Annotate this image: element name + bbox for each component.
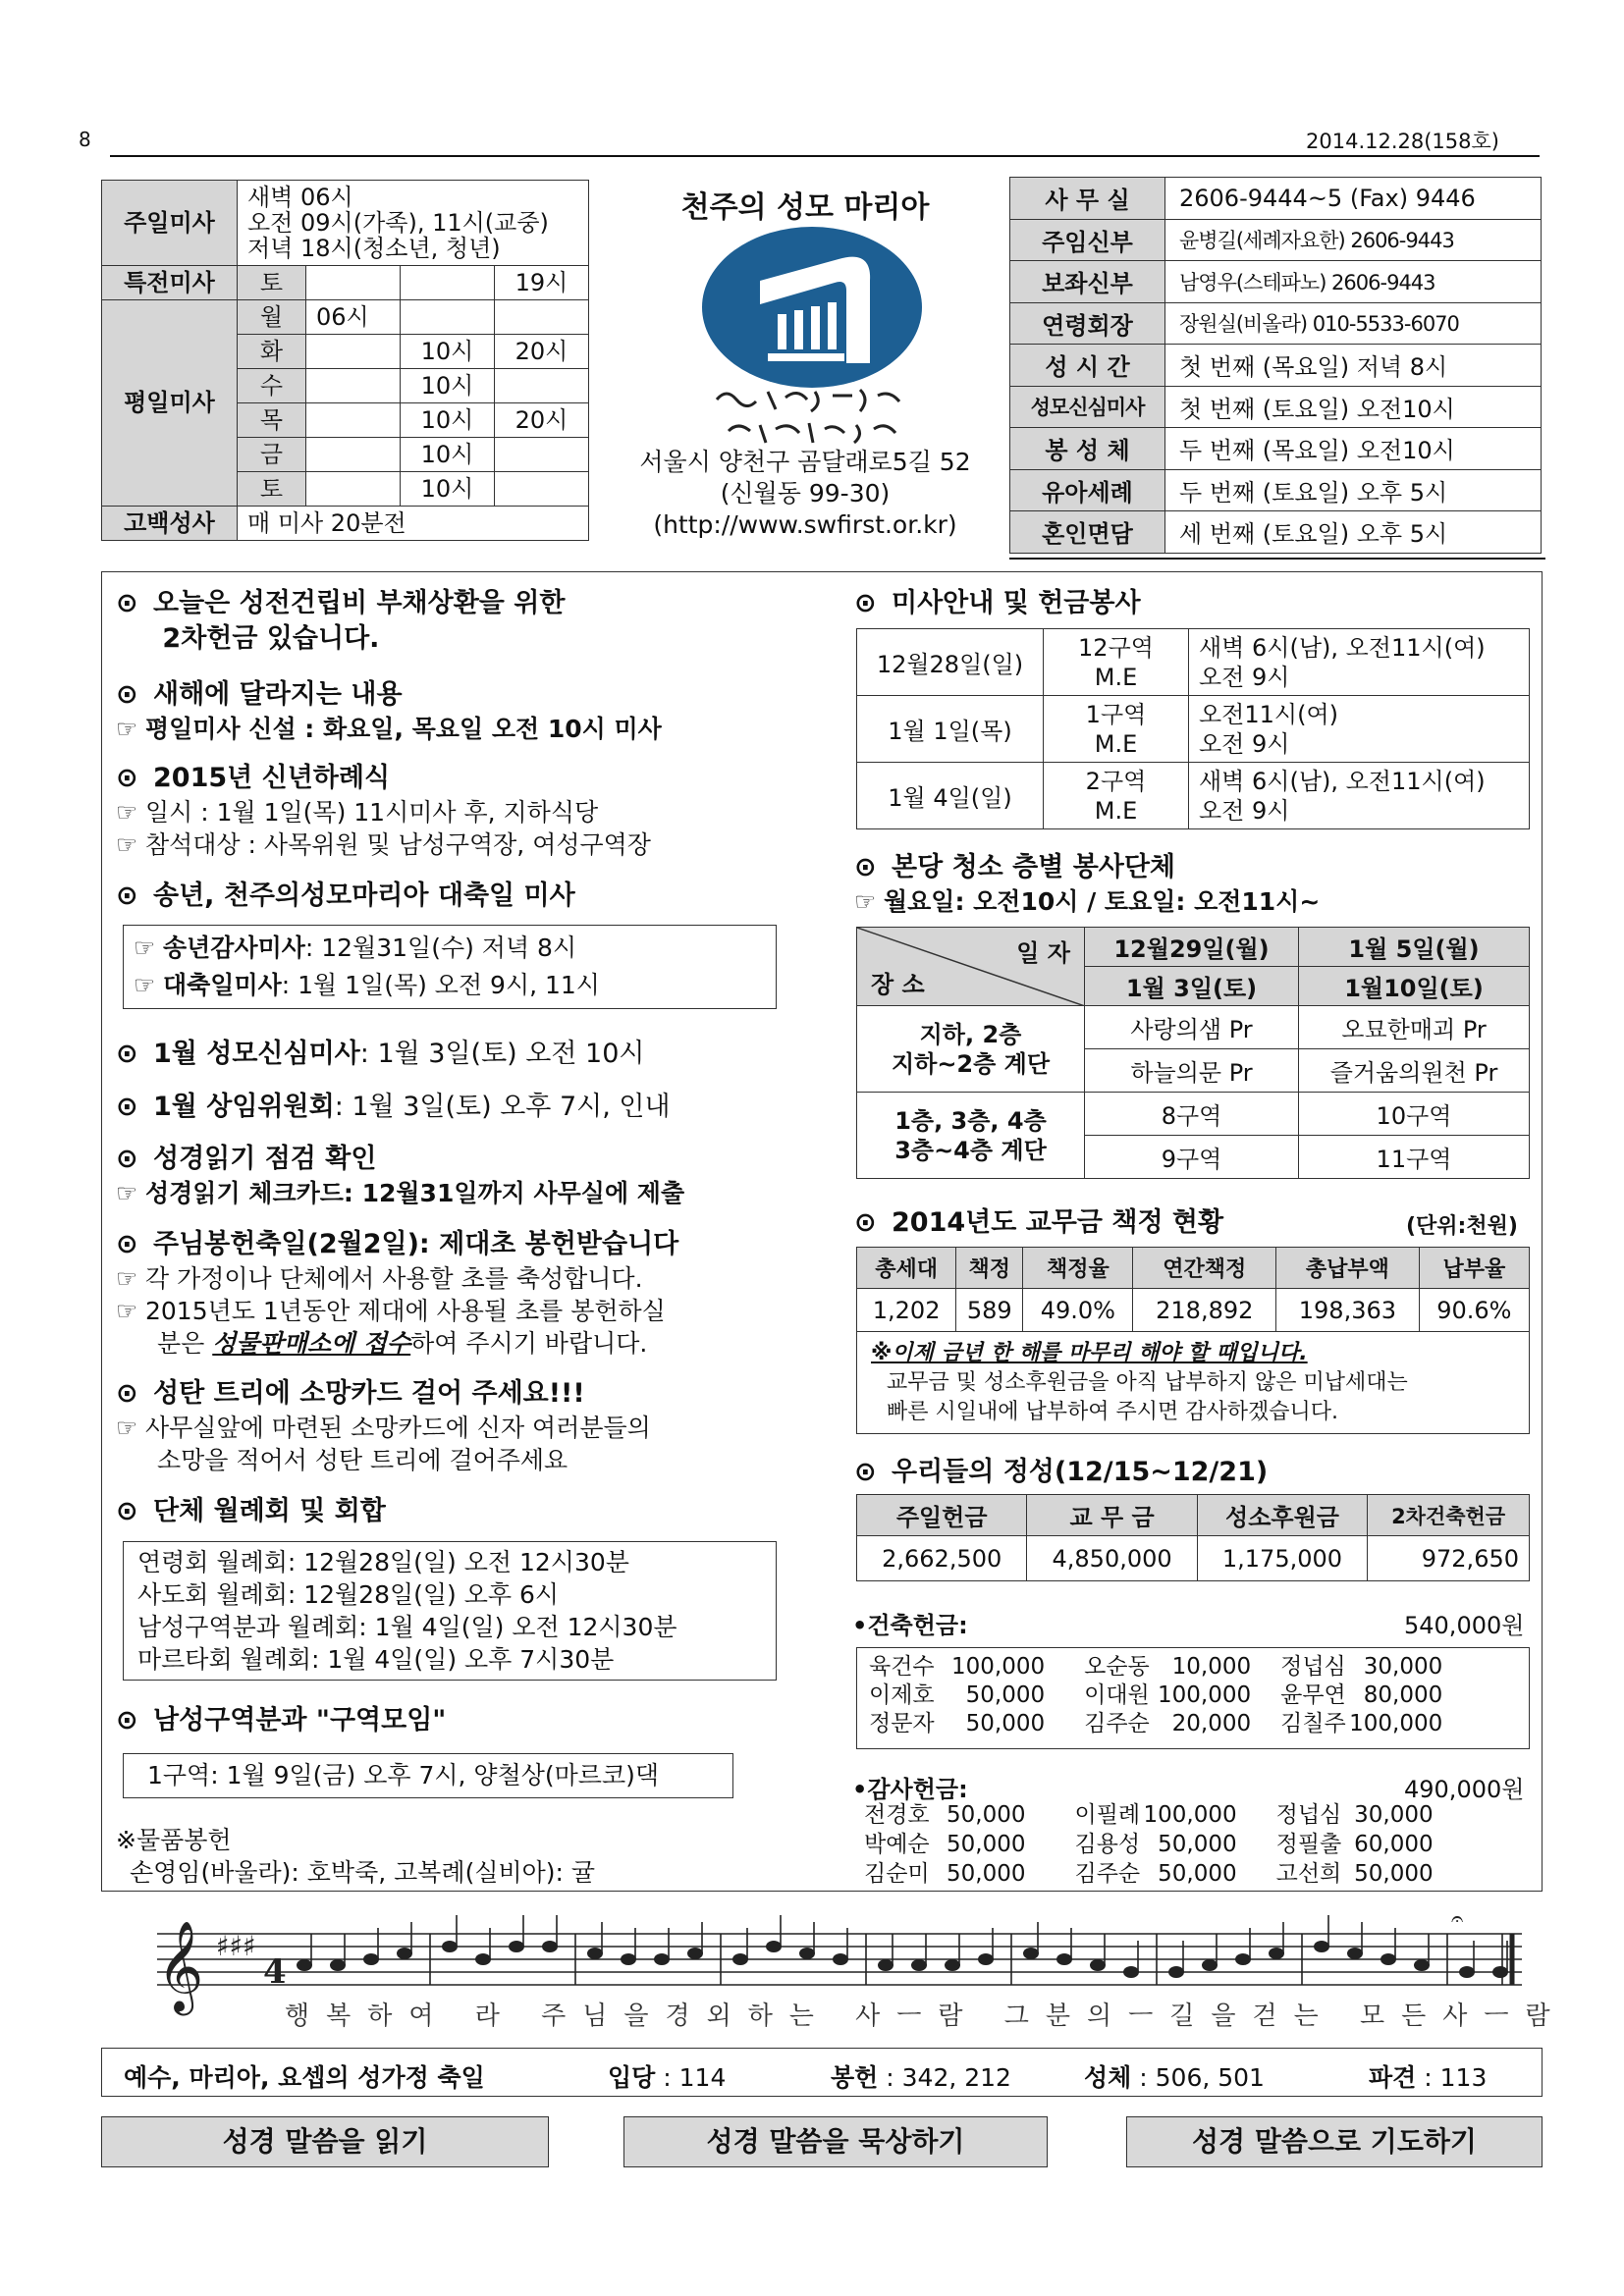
announcement-zone-meeting: ⊙ 남성구역분과 "구역모임" bbox=[116, 1703, 446, 1738]
note-head bbox=[732, 1953, 748, 1965]
pray-bible-button[interactable]: 성경 말씀으로 기도하기 bbox=[1126, 2116, 1543, 2167]
goods-offering: ※물품봉헌 손영임(바울라): 호박죽, 고복례(실비아): 귤 bbox=[116, 1826, 596, 1887]
building-offering-total: 540,000원 bbox=[1404, 1612, 1525, 1639]
note-head bbox=[1023, 1948, 1039, 1959]
announcement-new-year-changes: ⊙ 새해에 달라지는 내용 ☞ 평일미사 신설 : 화요일, 목요일 오전 10시 미사 bbox=[116, 679, 662, 743]
note-head bbox=[475, 1953, 491, 1965]
note-head bbox=[397, 1948, 412, 1959]
bullet-icon: ⊙ bbox=[116, 1496, 138, 1526]
bullet-icon: ⊙ bbox=[116, 1705, 138, 1735]
confession-text: 매 미사 20분전 bbox=[238, 507, 589, 541]
note-head bbox=[1202, 1959, 1218, 1971]
bullet-icon: ⊙ bbox=[116, 1378, 138, 1409]
bullet-icon: ⊙ bbox=[854, 852, 877, 882]
note-head bbox=[1269, 1948, 1284, 1959]
bullet-icon: ⊙ bbox=[116, 1229, 138, 1259]
issue-date: 2014.12.28(158호) bbox=[1306, 130, 1499, 153]
note-head bbox=[1380, 1953, 1396, 1965]
note-head bbox=[587, 1948, 603, 1959]
tithe-unit: (단위:천원) bbox=[1406, 1214, 1518, 1239]
announcement-candle-offering: ⊙ 주님봉헌축일(2월2일): 제대초 봉헌받습니다 ☞ 각 가정이나 단체에서 사용할 초를 축성합니다. ☞ 2015년도 1년동안 제대에 사용될 초를 봉헌하실 분은 성물판매소에 접수하여 주시기 바랍니다. bbox=[116, 1229, 679, 1358]
note-head bbox=[911, 1959, 927, 1971]
note-head bbox=[687, 1948, 703, 1959]
church-signature-icon bbox=[677, 378, 943, 456]
anticipated-time: 19시 bbox=[495, 266, 589, 300]
note-head bbox=[1123, 1966, 1139, 1978]
pointing-hand-icon: ☞ bbox=[134, 934, 156, 962]
svg-text:𝄐: 𝄐 bbox=[1451, 1914, 1464, 1932]
mass-schedule-table: 주일미사 새벽 06시 오전 09시(가족), 11시(교중) 저녁 18시(청소년, 청년) 특전미사 토 19시 평일미사 월 06시 화 10시 20시 수 10시 목 10시 20시 금 10시 토 10시 고백성사 매 미사 20분전 bbox=[101, 180, 589, 541]
announcement-marian-mass: ⊙ 1월 성모신심미사: 1월 3일(토) 오전 10시 bbox=[116, 1037, 644, 1072]
building-offering-label: •건축헌금: bbox=[852, 1612, 968, 1639]
note-head bbox=[1090, 1959, 1106, 1971]
bullet-icon: ⊙ bbox=[854, 1457, 877, 1487]
announcement-group-meetings: ⊙ 단체 월례회 및 회합 bbox=[116, 1494, 386, 1529]
header-rule bbox=[110, 155, 1540, 157]
pointing-hand-icon: ☞ bbox=[116, 1297, 138, 1325]
confession-label: 고백성사 bbox=[102, 507, 238, 541]
note-head bbox=[1168, 1966, 1184, 1978]
tithe-table: 총세대 책정 책정율 연간책정 총납부액 납부율 1,202 589 49.0% 218,892 198,363 90.6% ※이제 금년 한 해를 마무리 해야 할 때입니다. 교무금 및 성소후원금을 아직 납부하지 않은 미납세대는 빠른 시일내에 납부하여 주시면 감사하겠습니다. bbox=[856, 1247, 1530, 1434]
pointing-hand-icon: ☞ bbox=[116, 1264, 138, 1293]
mass-guide-table: 12월28일(일) 12구역 M.E 새벽 6시(남), 오전11시(여) 오전 9시 1월 1일(목) 1구역 M.E 오전11시(여) 오전 9시 1월 4일(일) 2구역 M.E 새벽 6시(남), 오전11시(여) 오전 9시 bbox=[856, 628, 1530, 829]
note-head bbox=[1347, 1948, 1363, 1959]
note-head bbox=[1314, 1941, 1329, 1952]
note-head bbox=[1492, 1966, 1508, 1978]
note-head bbox=[297, 1959, 312, 1971]
note-head bbox=[1459, 1966, 1475, 1978]
bullet-icon: ⊙ bbox=[854, 588, 877, 618]
announcement-standing-committee: ⊙ 1월 상임위원회: 1월 3일(토) 오후 7시, 인내 bbox=[116, 1090, 671, 1125]
group-meetings-box: 연령회 월례회: 12월28일(일) 오전 12시30분 사도회 월례회: 12월28일(일) 오후 6시 남성구역분과 월례회: 1월 4일(일) 오전 12시30분 마르타회 월례회: 1월 4일(일) 오후 7시30분 bbox=[123, 1541, 777, 1681]
pointing-hand-icon: ☞ bbox=[116, 1179, 138, 1207]
pointing-hand-icon: ☞ bbox=[116, 1414, 138, 1442]
bullet-icon: ⊙ bbox=[854, 1207, 877, 1238]
note-head bbox=[1056, 1953, 1072, 1965]
bullet-icon: ⊙ bbox=[116, 1092, 138, 1122]
announcement-year-end-mass: ⊙ 송년, 천주의성모마리아 대축일 미사 bbox=[116, 879, 575, 914]
announcement-wish-card: ⊙ 성탄 트리에 소망카드 걸어 주세요!!! ☞ 사무실앞에 마련된 소망카드에 신자 여러분들의 소망을 적어서 성탄 트리에 걸어주세요 bbox=[116, 1378, 651, 1474]
offering-table: 주일헌금 교 무 금 성소후원금 2차건축헌금 2,662,500 4,850,000 1,175,000 972,650 bbox=[856, 1494, 1530, 1581]
office-rule bbox=[1009, 558, 1545, 560]
note-head bbox=[1414, 1959, 1430, 1971]
year-end-mass-box: ☞ 송년감사미사: 12월31일(수) 저녁 8시 ☞ 대축일미사: 1월 1일(목) 오전 9시, 11시 bbox=[123, 925, 777, 1009]
note-head bbox=[766, 1941, 782, 1952]
svg-text:𝄞: 𝄞 bbox=[157, 1920, 204, 2011]
thanks-offering-label: •감사헌금: bbox=[852, 1776, 968, 1803]
note-head bbox=[509, 1941, 524, 1952]
office-info-table: 사 무 실 2606-9444~5 (Fax) 9446 주임신부 윤병길(세례자요한) 2606-9443 보좌신부 남영우(스테파노) 2606-9443 연령회장 장원실(비올라) 010-5533-6070 성 시 간 첫 번째 (목요일) 저녁 8시 성모신심미사 첫 번째 (토요일) 오전10시 봉 성 체 두 번째 (목요일) 오전10시 유아세례 두 번째 (토요일) 오후 5시 혼인면담 세 번째 (토요일) 오후 5시 bbox=[1009, 177, 1542, 554]
note-head bbox=[1235, 1953, 1251, 1965]
pointing-hand-icon: ☞ bbox=[854, 887, 877, 916]
note-head bbox=[654, 1953, 670, 1965]
note-head bbox=[542, 1941, 558, 1952]
pointing-hand-icon: ☞ bbox=[116, 715, 138, 743]
bullet-icon: ⊙ bbox=[116, 588, 138, 618]
bullet-icon: ⊙ bbox=[116, 1144, 138, 1174]
bullet-icon: ⊙ bbox=[116, 679, 138, 710]
church-website-link[interactable]: (http://www.swfirst.or.kr) bbox=[653, 510, 957, 539]
note-head bbox=[621, 1953, 636, 1965]
mass-guide-title: ⊙ 미사안내 및 헌금봉사 bbox=[854, 586, 1141, 621]
note-head bbox=[878, 1959, 893, 1971]
announcement-new-year-ceremony: ⊙ 2015년 신년하례식 ☞ 일시 : 1월 1일(목) 11시미사 후, 지하식당 ☞ 참석대상 : 사목위원 및 남성구역장, 여성구역장 bbox=[116, 763, 651, 859]
bullet-icon: ⊙ bbox=[116, 881, 138, 911]
pointing-hand-icon: ☞ bbox=[116, 798, 138, 827]
offering-section-title: ⊙ 우리들의 정성(12/15~12/21) bbox=[854, 1455, 1268, 1490]
bullet-icon: ⊙ bbox=[116, 1039, 138, 1069]
note-head bbox=[945, 1959, 960, 1971]
church-address: 서울시 양천구 곰달래로5길 52 (신월동 99-30) (http://www.swfirst.or.kr) bbox=[599, 447, 1011, 541]
church-title: 천주의 성모 마리아 bbox=[680, 190, 930, 225]
feast-title: 예수, 마리아, 요셉의 성가정 축일 bbox=[124, 2063, 485, 2092]
hymn-lyrics: 행복하여 라 주님을경외하는 사ㅡ람 그분의ㅡ길을걷는 모든사ㅡ람 bbox=[285, 2002, 1567, 2031]
cleaning-section-title: ⊙ 본당 청소 층별 봉사단체 ☞ 월요일: 오전10시 / 토요일: 오전11시~ bbox=[854, 852, 1321, 916]
read-bible-button[interactable]: 성경 말씀을 읽기 bbox=[101, 2116, 549, 2167]
note-head bbox=[833, 1953, 848, 1965]
thanks-offering-list: 전경호 50,000 이필례 100,000 정넙심 30,000 박예순 50,000 김용성 50,000 정필출 60,000 김순미 50,000 김주순 50,000 고선희 50,000 bbox=[864, 1802, 1434, 1887]
note-head bbox=[978, 1953, 994, 1965]
pointing-hand-icon: ☞ bbox=[134, 971, 156, 999]
note-head bbox=[330, 1959, 346, 1971]
note-head bbox=[363, 1953, 379, 1965]
zone-meeting-box: 1구역: 1월 9일(금) 오후 7시, 양철상(마르코)댁 bbox=[123, 1753, 733, 1798]
church-logo-icon bbox=[679, 224, 945, 391]
announcement-second-collection: ⊙ 오늘은 성전건립비 부채상환을 위한 2차헌금 있습니다. bbox=[116, 588, 566, 654]
announcement-bible-reading: ⊙ 성경읽기 점검 확인 ☞ 성경읽기 체크카드: 12월31일까지 사무실에 제출 bbox=[116, 1144, 685, 1207]
note-head bbox=[442, 1941, 458, 1952]
thanks-offering-total: 490,000원 bbox=[1404, 1776, 1525, 1803]
sunday-mass-label: 주일미사 bbox=[102, 181, 238, 266]
bullet-icon: ⊙ bbox=[116, 763, 138, 793]
svg-text:♯♯♯: ♯♯♯ bbox=[216, 1930, 256, 1962]
weekday-mass-label: 평일미사 bbox=[102, 300, 238, 507]
building-offering-box: 육건수 100,000 오순동 10,000 정넙심 30,000 이제호 50,000 이대원 100,000 윤무연 80,000 정문자 50,000 김주순 20,000 김칠주 100,000 bbox=[856, 1647, 1530, 1749]
meditate-bible-button[interactable]: 성경 말씀을 묵상하기 bbox=[623, 2116, 1048, 2167]
svg-text:4: 4 bbox=[263, 1952, 287, 1992]
feast-info-bar: 예수, 마리아, 요셉의 성가정 축일 입당 : 114 봉헌 : 342, 212 성체 : 506, 501 파견 : 113 bbox=[101, 2048, 1543, 2097]
cleaning-table: 일 자 장 소 12월29일(월) 1월 5일(월) 1월 3일(토) 1월10일(토) 지하, 2층 지하~2층 계단 사랑의샘 Pr 오묘한매괴 Pr 하늘의문 Pr 즐거움의원천 Pr 1층, 3층, 4층 3층~4층 계단 8구역 10구역 9구역 11구역 bbox=[856, 927, 1530, 1179]
anticipated-mass-label: 특전미사 bbox=[102, 266, 238, 300]
page-number: 8 bbox=[79, 128, 91, 151]
note-head bbox=[799, 1948, 815, 1959]
sunday-mass-times: 새벽 06시 오전 09시(가족), 11시(교중) 저녁 18시(청소년, 청년) bbox=[238, 181, 589, 266]
tithe-section-title: ⊙ 2014년도 교무금 책정 현황 bbox=[854, 1205, 1223, 1241]
pointing-hand-icon: ☞ bbox=[116, 830, 138, 859]
